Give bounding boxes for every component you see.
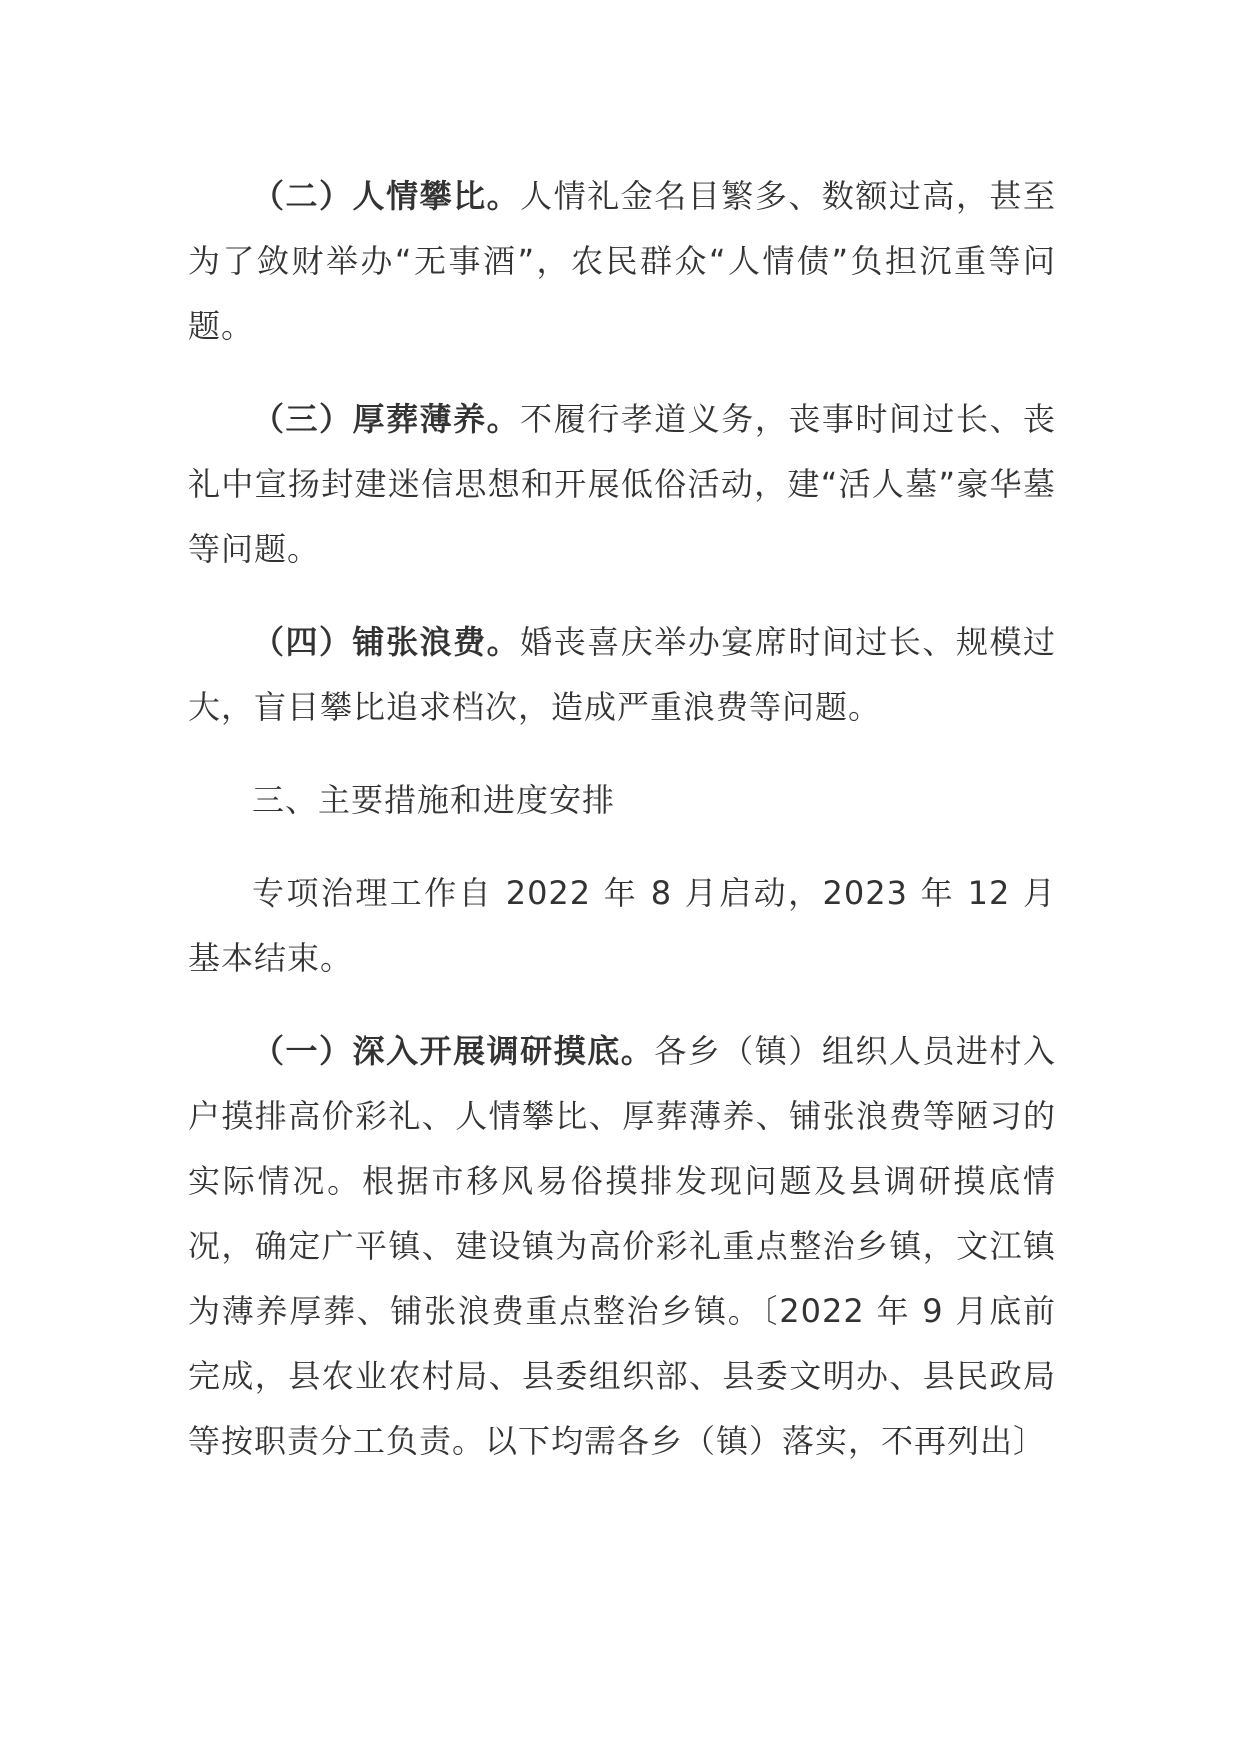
document-body	[188, 164, 1056, 1502]
paragraph-heading: （二）人情攀比。	[252, 177, 521, 215]
paragraph-text: 各乡（镇）组织人员进村入户摸排高价彩礼、人情攀比、厚葬薄养、铺张浪费等陋习的实际情况。根据市移风易俗摸排发现问题及县调研摸底情况，确定广平镇、建设镇为高价彩礼重点整治乡镇，文江镇为薄养厚葬、铺张浪费重点整治乡镇。〔2022 年 9 月底前完成，县农业农村局、县委组织部、县委文明办、县民政局等按职责分工负责。以下均需各乡（镇）落实，不再列出〕	[188, 1032, 1056, 1460]
paragraph-heading: （四）铺张浪费。	[252, 623, 521, 661]
section-title-measures	[188, 768, 1056, 833]
paragraph-heading: （三）厚葬薄养。	[252, 400, 521, 438]
section-title-text: 三、主要措施和进度安排	[252, 781, 616, 819]
paragraph-text: 不履行孝道义务，丧事时间过长、丧礼中宣扬封建迷信思想和开展低俗活动，建“活人墓”豪华墓等问题。	[188, 400, 1056, 568]
paragraph-heading: （一）深入开展调研摸底。	[252, 1032, 655, 1070]
paragraph-schedule	[188, 861, 1056, 991]
paragraph-text: 婚丧喜庆举办宴席时间过长、规模过大，盲目攀比追求档次，造成严重浪费等问题。	[188, 623, 1056, 726]
paragraph-houzang-boyang	[188, 387, 1056, 582]
paragraph-diaoyan-modi	[188, 1019, 1056, 1474]
paragraph-text: 人情礼金名目繁多、数额过高，甚至为了敛财举办“无事酒”，农民群众“人情债”负担沉重等问题。	[188, 177, 1056, 345]
paragraph-puzhang-langfei	[188, 610, 1056, 740]
paragraph-text: 专项治理工作自 2022 年 8 月启动，2023 年 12 月基本结束。	[188, 874, 1056, 977]
paragraph-renqing-panbi	[188, 164, 1056, 359]
